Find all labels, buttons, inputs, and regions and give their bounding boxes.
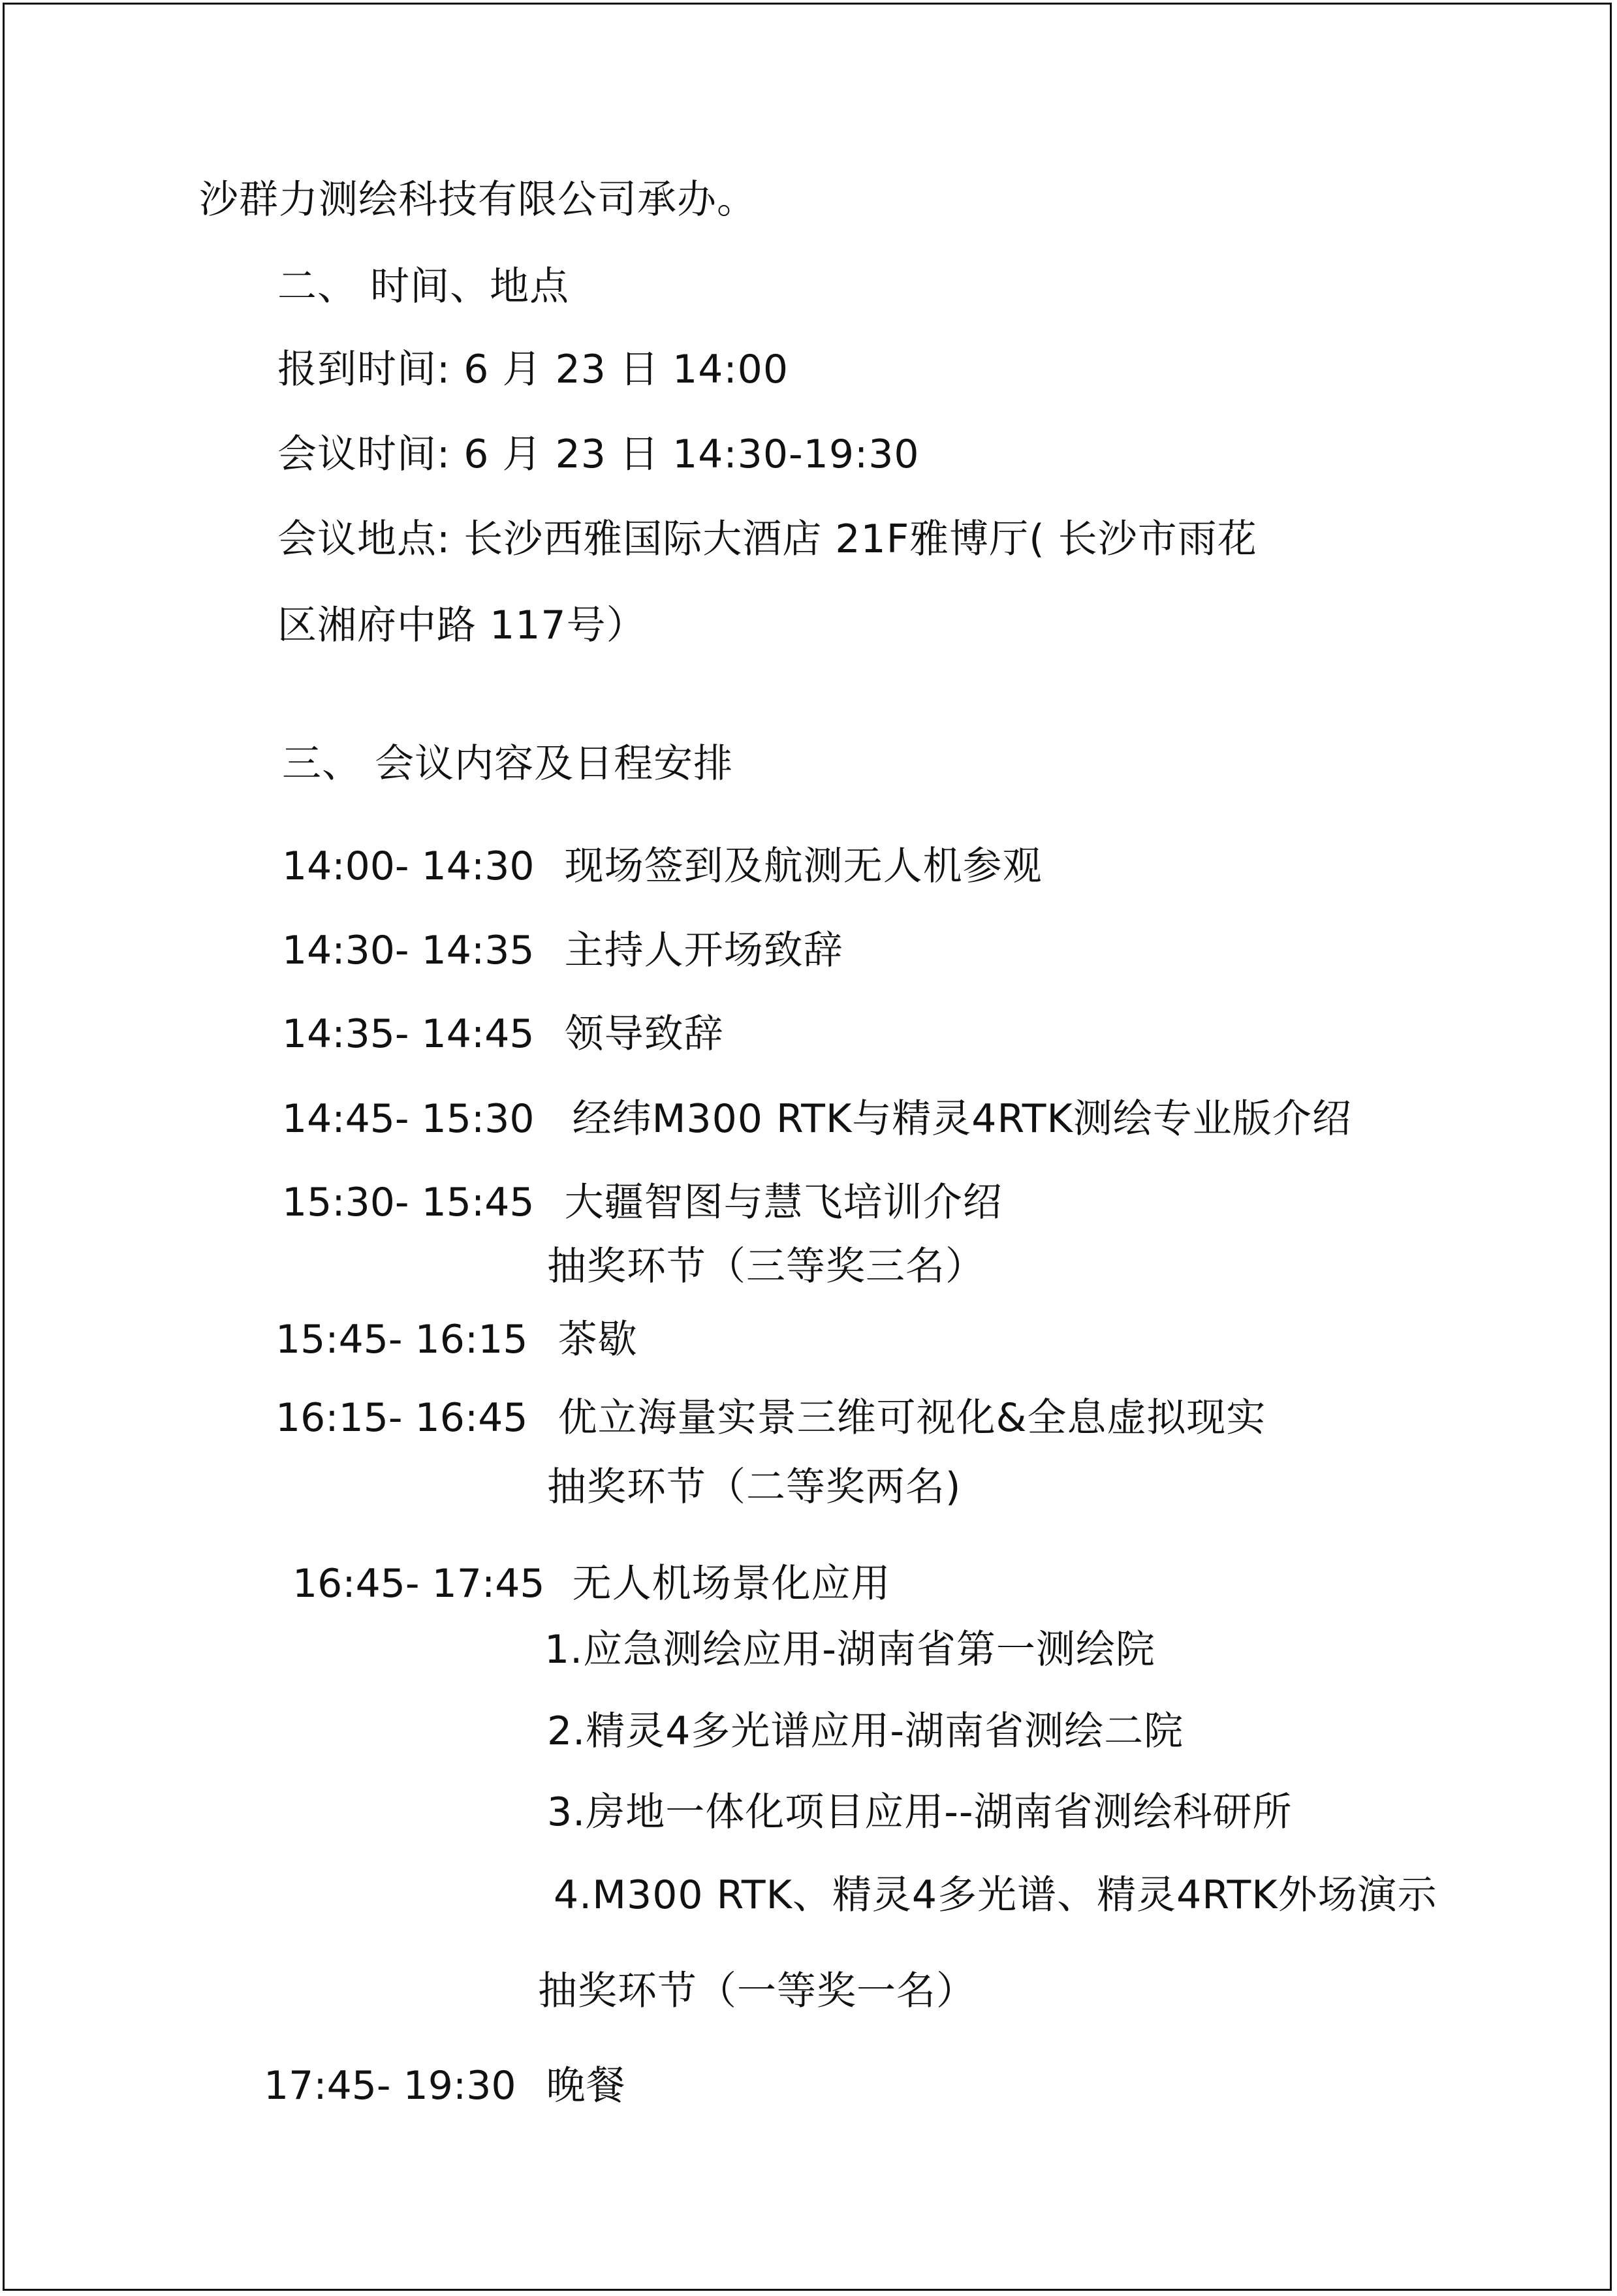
schedule-title: 主持人开场致辞 <box>564 928 843 973</box>
schedule-row <box>282 1094 1352 1144</box>
schedule-sub-item: 抽奖环节（三等奖三名） <box>547 1244 985 1289</box>
schedule-time: 16:15- 16:45 <box>275 1395 528 1441</box>
schedule-row <box>275 1315 638 1364</box>
schedule-time: 14:00- 14:30 <box>282 843 535 889</box>
schedule-time: 15:30- 15:45 <box>282 1180 535 1225</box>
schedule-row <box>292 1559 891 1609</box>
schedule-row <box>282 926 843 975</box>
meeting-time: 会议时间: 6 月 23 日 14:30-19:30 <box>277 432 920 477</box>
schedule-row <box>282 1009 724 1059</box>
schedule-title: 大疆智图与慧飞培训介绍 <box>564 1180 1003 1225</box>
page-border <box>3 3 1612 2291</box>
schedule-title: 优立海量实景三维可视化&全息虚拟现实 <box>557 1395 1266 1441</box>
schedule-time: 15:45- 16:15 <box>275 1317 528 1362</box>
schedule-row <box>264 2061 626 2111</box>
schedule-time: 16:45- 17:45 <box>292 1561 545 1607</box>
schedule-time: 14:30- 14:35 <box>282 928 535 973</box>
schedule-title: 晚餐 <box>546 2063 626 2109</box>
schedule-sub-item: 3.房地一体化项目应用--湖南省测绘科研所 <box>547 1789 1293 1835</box>
schedule-row <box>282 841 1043 891</box>
schedule-title: 无人机场景化应用 <box>572 1561 891 1607</box>
schedule-title: 经纬M300 RTK与精灵4RTK测绘专业版介绍 <box>572 1096 1352 1142</box>
section-3-heading: 三、 会议内容及日程安排 <box>282 741 734 787</box>
schedule-sub-item: 1.应急测绘应用-湖南省第一测绘院 <box>544 1627 1155 1673</box>
schedule-sub-item: 2.精灵4多光谱应用-湖南省测绘二院 <box>547 1708 1184 1754</box>
section-2-heading: 二、 时间、地点 <box>277 264 570 309</box>
schedule-time: 14:45- 15:30 <box>282 1096 535 1142</box>
schedule-sub-item: 抽奖环节（一等奖一名） <box>538 1968 976 2014</box>
checkin-time: 报到时间: 6 月 23 日 14:00 <box>277 347 789 392</box>
schedule-sub-item: 抽奖环节（二等奖两名) <box>547 1464 962 1510</box>
schedule-time: 14:35- 14:45 <box>282 1011 535 1057</box>
schedule-title: 领导致辞 <box>564 1011 724 1057</box>
schedule-row <box>275 1393 1266 1443</box>
schedule-title: 现场签到及航测无人机参观 <box>564 843 1043 889</box>
schedule-row <box>282 1178 1003 1227</box>
meeting-location-line1: 会议地点: 长沙西雅国际大酒店 21F雅博厅( 长沙市雨花 <box>277 516 1257 562</box>
meeting-location-line2: 区湘府中路 117号） <box>277 603 646 648</box>
schedule-sub-item: 4.M300 RTK、精灵4多光谱、精灵4RTK外场演示 <box>554 1872 1437 1918</box>
schedule-title: 茶歇 <box>557 1317 638 1362</box>
schedule-time: 17:45- 19:30 <box>264 2063 516 2109</box>
intro-text: 沙群力测绘科技有限公司承办。 <box>199 177 757 223</box>
